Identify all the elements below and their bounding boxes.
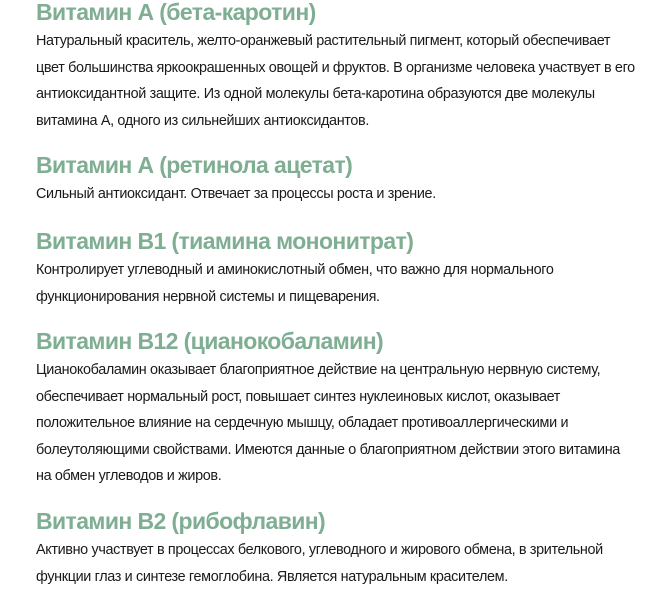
section-text: Активно участвует в процессах белкового, углеводного и жирового обмена, в зрительной функции глаз и синтезе гемоглобина. Является натуральным красителем. xyxy=(36,542,603,585)
section-vitamin-b12 xyxy=(36,327,636,490)
section-vitamin-b1 xyxy=(36,227,636,310)
section-vitamin-b2 xyxy=(36,507,636,590)
section-vitamin-a-retinol xyxy=(36,151,636,208)
section-text: Контролирует углеводный и аминокислотный обмен, что важно для нормального функционирования нервной системы и пищеварения. xyxy=(36,262,554,305)
section-text: Натуральный краситель, желто-оранжевый растительный пигмент, который обеспечивает цвет большинства яркоокрашенных овощей и фруктов. В организме человека участвует в его антиоксидантной защите. Из одной молекулы бета-каротина образуются две молекулы витамина А, одного из сильнейших антиоксидантов. xyxy=(36,33,635,129)
section-title: Витамин В1 (тиамина мононитрат) xyxy=(36,228,414,254)
section-title: Витамин А (ретинола ацетат) xyxy=(36,152,353,178)
section-title: Витамин В2 (рибофлавин) xyxy=(36,508,326,534)
section-text: Сильный антиоксидант. Отвечает за процессы роста и зрение. xyxy=(36,186,436,202)
section-text: Цианокобаламин оказывает благоприятное действие на центральную нервную систему, обеспечивает нормальный рост, повышает синтез нуклеиновых кислот, оказывает положительное влияние на сердечную мышцу, обладает противоаллергическими и болеутоляющими свойствами. Имеются данные о благоприятном действии этого витамина на обмен углеводов и жиров. xyxy=(36,362,620,484)
section-vitamin-a-beta-carotene xyxy=(36,0,636,134)
section-title: Витамин В12 (цианокобаламин) xyxy=(36,328,384,354)
section-title: Витамин А (бета-каротин) xyxy=(36,0,316,25)
